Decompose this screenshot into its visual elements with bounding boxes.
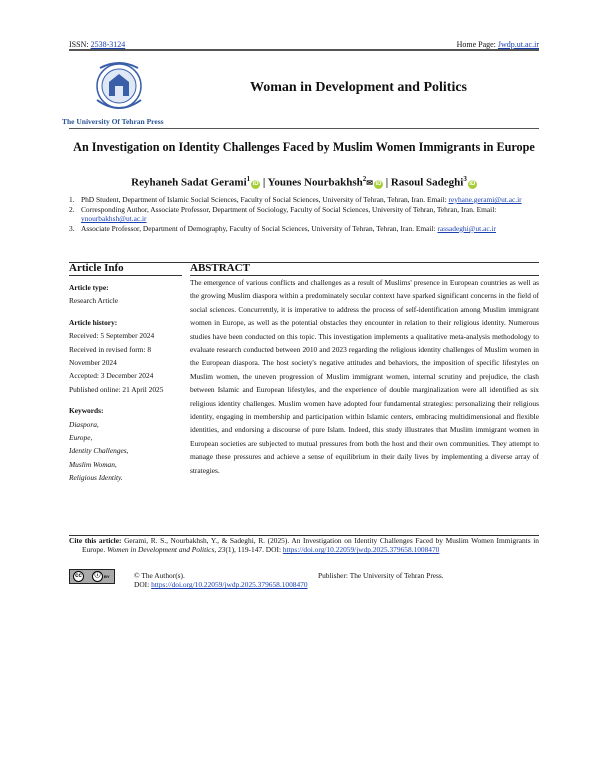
article-type-value: Research Article [69,296,119,306]
affiliations-list [69,195,539,233]
footer-doi [134,580,308,589]
article-history-label: Article history: [69,317,118,327]
info-column-rule [69,275,182,276]
citation-text: Gerami, R. S., Nourbakhsh, Y., & Sadeghi, R. (2025). An Investigation on Identity Challenges Faced by Muslim Women Immigrants in Europe. [82,536,539,555]
keyword: Diaspora, [69,419,99,429]
author-sup: 3 [463,175,467,183]
envelope-icon[interactable]: ✉ [366,178,373,188]
affiliation-number: 3. [69,223,75,233]
affiliation-number: 2. [69,204,75,214]
header-rule [69,49,539,51]
received-date: Received: 5 September 2024 [69,331,155,341]
affiliation-item [69,195,539,205]
author-sup: 1 [246,175,251,183]
author-name: Younes Nourbakhsh [267,176,363,189]
affiliation-email[interactable]: rassadeghi@ut.ac.ir [437,223,497,233]
article-info-heading: Article Info [69,262,124,274]
affiliation-item [69,224,539,234]
homepage [457,40,539,49]
homepage-label: Home Page: [456,40,496,49]
footer-doi-label: DOI: [134,580,150,590]
orcid-icon[interactable]: iD [252,180,259,187]
publisher-text: Publisher: The University of Tehran Press. [318,571,444,580]
keyword: Europe, [69,433,93,443]
citation-doi-link[interactable]: https://doi.org/10.22059/jwdp.2025.379658.1008470 [282,545,440,555]
citation-body: Cite this article: Gerami, R. S., Nourbakhsh, Y., & Sadeghi, R. (2025). An Investigation on Identity Challenges Faced by Muslim Women Immigrants in Europe. Women in Development and Politics, 23(1), 119-147. DOI: https://doi.org/10.22059/jwdp.2025.379658.1008470 [69,536,539,555]
issn-link[interactable]: 2538-3124 [90,40,126,49]
keyword: Identity Challenges, [69,446,129,456]
authors-line [69,175,539,189]
author-name: Rasoul Sadeghi [390,176,464,189]
issn-label: ISSN: [69,40,89,49]
affiliation-email[interactable]: ynourbakhsh@ut.ac.ir [81,214,147,224]
published-date: Published online: 21 April 2025 [69,384,164,394]
author-separator: | [262,176,266,189]
citation-volume: 23 [218,545,226,555]
abstract-heading: ABSTRACT [190,262,250,274]
journal-title: Woman in Development and Politics [250,80,468,95]
affiliation-item [69,205,539,224]
article-type-label: Article type: [69,283,109,292]
accepted-date: Accepted: 3 December 2024 [69,371,154,381]
citation-label: Cite this article: [69,536,122,545]
orcid-icon[interactable]: iD [469,180,476,187]
article-title: An Investigation on Identity Challenges Faced by Muslim Women Immigrants in Europe [73,140,535,154]
cc-icon: cc [73,571,84,582]
attribution-icon: ⓘ [92,571,103,582]
cc-license-badge[interactable] [69,569,115,584]
keyword: Religious Identity. [69,473,123,483]
orcid-icon[interactable]: iD [375,180,382,187]
copyright-text: © The Author(s). [134,571,185,580]
citation-issue: (1), 119-147. DOI: [225,545,281,555]
keywords-label: Keywords: [69,406,104,416]
affiliation-number: 1. [69,195,75,204]
homepage-link[interactable]: Jwdp.ut.ac.ir [497,40,539,49]
affiliation-text: Corresponding Author, Associate Professor, Department of Sociology, Faculty of Social Sciences, University of Tehran, Tehran, Iran. Email: [81,204,497,214]
citation-journal: Women in Development and Politics [107,545,215,555]
author-sup: 2 [362,175,367,183]
rights-block [134,571,308,590]
top-line [69,40,539,49]
footer-doi-link[interactable]: https://doi.org/10.22059/jwdp.2025.379658.1008470 [151,580,308,590]
author-separator: | [385,176,389,189]
header-rule-bottom [69,128,539,129]
by-label: BY [104,574,110,579]
revised-date: Received in revised form: 8 November 2024 [69,344,152,368]
logo-caption: The University Of Tehran Press [62,117,164,126]
article-info [69,281,184,485]
section-rule-top [69,262,539,263]
keyword: Muslim Woman, [69,459,117,469]
author-name: Reyhaneh Sadat Gerami [131,176,247,189]
citation [69,536,539,554]
affiliation-text: PhD Student, Department of Islamic Social Sciences, Faculty of Social Sciences, University of Tehran, Tehran, Iran. Email: [81,195,447,204]
affiliation-text: Associate Professor, Department of Demography, Faculty of Social Sciences, University of Tehran, Tehran, Iran. Email: [81,223,436,233]
abstract-text: The emergence of various conflicts and challenges as a result of Muslims' presence in European countries as well as the growing Muslim diaspora within a predominately secular context have sparked significant concerns in the field of social sciences. Concurrently, it is imperative to address the process of self-identification among Muslim immigrant women in Europe, as well as the potential obstacles they encounter in relation to their religious identity. Numerous studies have been conducted on this topic. This investigation implements a qualitative meta-analysis methodology to evaluate research conducted between 2010 and 2023 regarding the religious identity challenges of Muslim women in the European diaspora. The host society's negative attitudes and behaviors, the imposition of specific lifestyles on Muslim women, the uneven progression of Muslim immigrant women, internal scrutiny and prejudice, the clash between Islamic and European lifestyles, and the experience of double marginalization were all identified as six religious identity challenges. Muslim women have adopted four fundamental strategies: personalizing their religious identity, engaging in membership and participation within Islamic centers, embracing multidimensional and flexible identities, and endorsing a discourse of pure Islam. Indeed, this study illustrates that Muslim immigrant women in European societies are subjected to mutual pressures from both the host and their own communities. They attempt to manage these pressures and achieve a sense of equilibrium in their daily lives by implementing a diverse array of strategies. [190,278,539,475]
affiliation-email[interactable]: reyhane.gerami@ut.ac.ir [448,195,522,204]
university-logo [69,56,175,126]
